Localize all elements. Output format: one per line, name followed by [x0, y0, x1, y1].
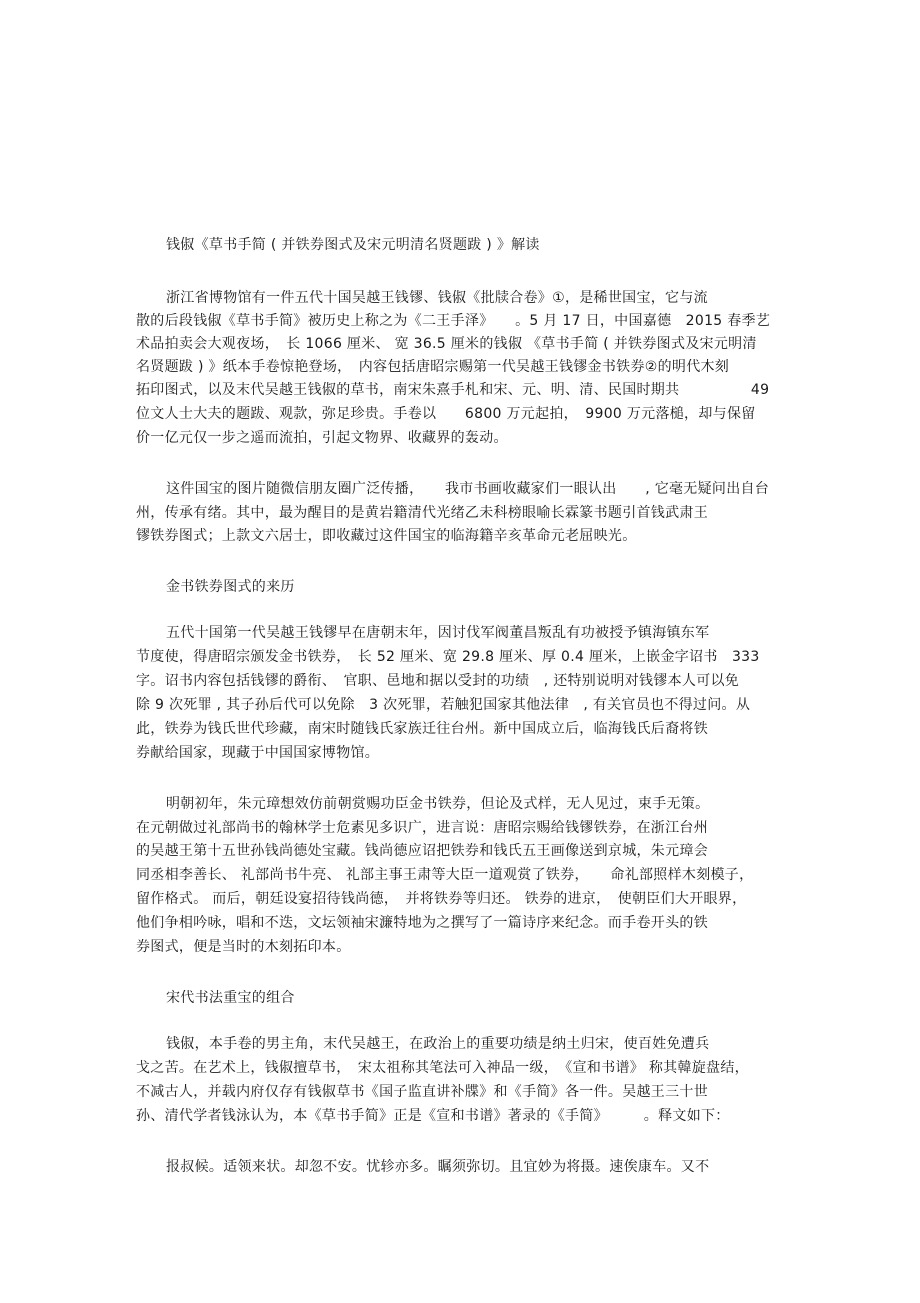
paragraph-5-line-2: 戈之苦。在艺术上，钱俶擅草书， 宋太祖称其笔法可入神品一级， 《宣和书谱》 称其韓旋盘结，	[136, 1060, 749, 1076]
paragraph-1-line-2: 散的后段钱俶《草书手简》被历史上称之为《二王手泽》 。5 月 17 日，中国嘉德 2015 春季艺	[136, 313, 771, 329]
paragraph-3-line-1: 五代十国第一代吴越王钱镠早在唐朝末年，因讨伐军阀董昌叛乱有功被授予镇海镇东军	[166, 625, 710, 641]
paragraph-4-line-2: 在元朝做过礼部尚书的翰林学士危素见多识广，进言说：唐昭宗赐给钱镠铁券，在浙江台州	[136, 820, 708, 836]
paragraph-4-line-6: 他们争相吟咏，唱和不迭，文坛领袖宋濂特地为之撰写了一篇诗序来纪念。而手卷开头的铁	[136, 915, 708, 931]
paragraph-3-line-4: 除 9 次死罪 , 其子孙后代可以免除 3 次死罪，若触犯国家其他法律 , 有关官员也不得过问。从	[136, 697, 751, 713]
paragraph-6-line-1: 报叔候。适领来状。却忽不安。忧轸亦多。瞩须弥切。且宜妙为将摄。速俟康车。又不	[166, 1159, 710, 1175]
paragraph-4-line-7: 券图式，便是当时的木刻拓印本。	[136, 939, 351, 955]
paragraph-5-line-1: 钱俶，本手卷的男主角，末代吴越王，在政治上的重要功绩是纳土归宋，使百姓免遭兵	[166, 1036, 710, 1052]
section-heading-2: 宋代书法重宝的组合	[166, 990, 295, 1006]
paragraph-4-line-5: 留作格式。 而后，朝廷设宴招待钱尚德， 并将铁券等归还。 铁券的进京， 使朝臣们大开眼界，	[136, 891, 747, 907]
document-title: 钱俶《草书手简 ( 并铁券图式及宋元明清名贤题跋 ) 》解读	[166, 237, 540, 253]
paragraph-5-line-3: 不减古人，并载内府仅存有钱俶草书《国子监直讲补牒》和《手简》各一件。吴越王三十世	[136, 1084, 708, 1100]
paragraph-4-line-3: 的吴越王第十五世孙钱尚德处宝藏。钱尚德应诏把铁券和钱氏五王画像送到京城，朱元璋会	[136, 843, 708, 859]
paragraph-2-line-3: 镠铁券图式；上款文六居士，即收藏过这件国宝的临海籍辛亥革命元老屈映光。	[136, 528, 637, 544]
paragraph-2-line-1: 这件国宝的图片随微信朋友圈广泛传播， 我市书画收藏家们一眼认出 , 它毫无疑问出自台	[166, 481, 770, 497]
section-heading-1: 金书铁券图式的来历	[166, 579, 295, 595]
paragraph-3-line-5: 此，铁券为钱氏世代珍藏，南宋时随钱氏家族迁往台州。新中国成立后，临海钱氏后裔将铁	[136, 721, 708, 737]
paragraph-1-line-3: 术品拍卖会大观夜场， 长 1066 厘米、 宽 36.5 厘米的钱俶 《草书手简 ( 并铁券图式及宋元明清	[136, 336, 757, 352]
paragraph-1-line-1: 浙江省博物馆有一件五代十国吴越王钱镠、钱俶《批牍合卷》①，是稀世国宝，它与流	[166, 290, 708, 306]
paragraph-1-line-5: 拓印图式，以及末代吴越王钱俶的草书，南宋朱熹手札和宋、元、明、清、民国时期共 49	[136, 382, 770, 398]
paragraph-1-line-6: 位文人士大夫的题跋、观款，弥足珍贵。手卷以 6800 万元起拍， 9900 万元落槌，却与保留	[136, 406, 756, 422]
paragraph-3-line-6: 券献给国家，现藏于中国国家博物馆。	[136, 745, 380, 761]
paragraph-1-line-7: 价一亿元仅一步之遥而流拍，引起文物界、收藏界的轰动。	[136, 430, 508, 446]
paragraph-3-line-2: 节度使，得唐昭宗颁发金书铁券， 长 52 厘米、宽 29.8 厘米、厚 0.4 厘米，上嵌金字诏书 333	[136, 649, 760, 665]
paragraph-2-line-2: 州，传承有绪。其中，最为醒目的是黄岩籍清代光绪乙未科榜眼喻长霖篆书题引首钱武肃王	[136, 505, 708, 521]
paragraph-4-line-4: 同丞相李善长、 礼部尚书牛亮、 礼部主事王肃等大臣一道观赏了铁券， 命礼部照样木刻模子，	[136, 867, 754, 883]
paragraph-3-line-3: 字。诏书内容包括钱镠的爵衔、 官职、邑地和据以受封的功绩 , 还特别说明对钱镠本人可以免	[136, 673, 740, 689]
paragraph-4-line-1: 明朝初年，朱元璋想效仿前朝赏赐功臣金书铁券，但论及式样，无人见过，束手无策。	[166, 796, 710, 812]
paragraph-5-line-4: 孙、清代学者钱泳认为，本《草书手简》正是《宣和书谱》著录的《手简》 。释文如下：	[136, 1108, 730, 1124]
paragraph-1-line-4: 名贤题跋 ) 》纸本手卷惊艳登场， 内容包括唐昭宗赐第一代吴越王钱镠金书铁券②的明代木刻	[136, 359, 730, 375]
